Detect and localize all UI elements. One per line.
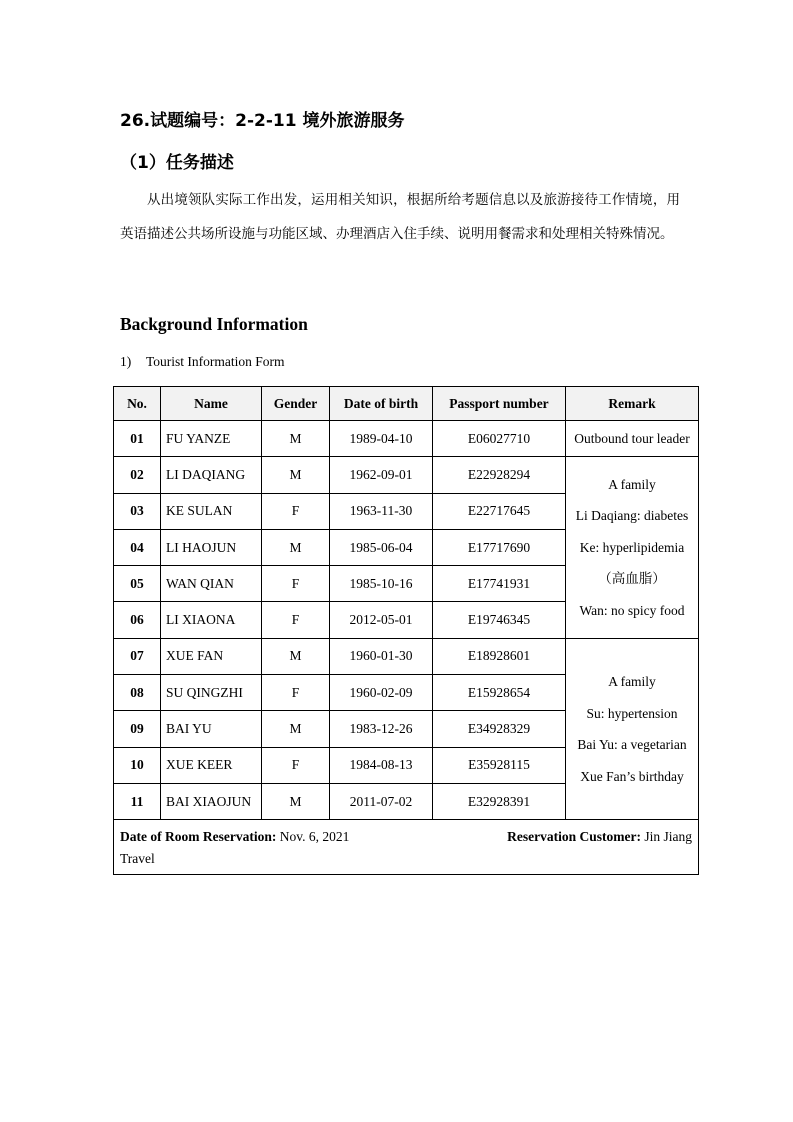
cell-name: BAI XIAOJUN [161, 783, 262, 819]
remark-family-1 [566, 457, 699, 638]
header-gender: Gender [262, 387, 330, 421]
background-heading: Background Information [120, 314, 308, 334]
table-header-row [114, 387, 699, 421]
question-heading: 26.试题编号：2-2-11 境外旅游服务 [120, 111, 405, 131]
cell-name: LI DAQIANG [161, 457, 262, 493]
header-no: No. [114, 387, 161, 421]
cell-passport: E22717645 [433, 493, 566, 529]
remark-family-2-line4: Xue Fan’s birthday [580, 768, 684, 784]
cell-passport: E35928115 [433, 747, 566, 783]
cell-passport: E15928654 [433, 675, 566, 711]
cell-gender: F [262, 747, 330, 783]
cell-no: 04 [114, 529, 161, 565]
cell-name: WAN QIAN [161, 566, 262, 602]
cell-gender: M [262, 457, 330, 493]
cell-passport: E17717690 [433, 529, 566, 565]
table-row [114, 457, 699, 493]
cell-dob: 1985-06-04 [330, 529, 433, 565]
cell-passport: E34928329 [433, 711, 566, 747]
cell-no: 11 [114, 783, 161, 819]
remark-family-2-line2: Su: hypertension [586, 705, 678, 721]
header-remark: Remark [566, 387, 699, 421]
reservation-date-value: Nov. 6, 2021 [279, 829, 350, 845]
form-label-text: Tourist Information Form [146, 354, 285, 369]
form-label-number: 1) [120, 354, 132, 369]
cell-gender: M [262, 529, 330, 565]
remark-family-1-line2: Li Daqiang: diabetes [575, 508, 689, 524]
cell-name: KE SULAN [161, 493, 262, 529]
cell-gender: F [262, 493, 330, 529]
reservation-customer-value: Jin Jiang [644, 829, 692, 845]
cell-passport: E22928294 [433, 457, 566, 493]
table-row [114, 638, 699, 674]
remark-family-1-line1: A family [608, 476, 656, 492]
table-footer-row [114, 820, 699, 875]
remark-family-2-line1: A family [608, 674, 656, 690]
reservation-date [120, 829, 349, 844]
cell-name: XUE KEER [161, 747, 262, 783]
cell-dob: 1985-10-16 [330, 566, 433, 602]
table-row [114, 421, 699, 457]
cell-name: SU QINGZHI [161, 675, 262, 711]
cell-gender: M [262, 638, 330, 674]
cell-no: 05 [114, 566, 161, 602]
cell-dob: 2011-07-02 [330, 783, 433, 819]
header-name: Name [161, 387, 262, 421]
remark-family-1-line3: Ke: hyperlipidemia（高血脂） [579, 539, 685, 587]
cell-dob: 2012-05-01 [330, 602, 433, 638]
header-passport-number: Passport number [433, 387, 566, 421]
tourist-information-table [113, 386, 699, 875]
reservation-date-label: Date of Room Reservation: [120, 829, 277, 845]
cell-gender: M [262, 421, 330, 457]
task-description: 从出境领队实际工作出发，运用相关知识，根据所给考题信息以及旅游接待工作情境，用英语描述公共场所设施与功能区域、办理酒店入住手续、说明用餐需求和处理相关特殊情况。 [120, 192, 680, 242]
cell-dob: 1960-01-30 [330, 638, 433, 674]
cell-name: BAI YU [161, 711, 262, 747]
reservation-customer-value-cont: Travel [120, 851, 155, 867]
cell-name: FU YANZE [161, 421, 262, 457]
cell-dob: 1960-02-09 [330, 675, 433, 711]
cell-gender: M [262, 711, 330, 747]
cell-gender: F [262, 675, 330, 711]
cell-gender: F [262, 602, 330, 638]
reservation-customer-label: Reservation Customer: [507, 829, 641, 845]
task-subheading: （1）任务描述 [120, 153, 234, 173]
cell-dob: 1963-11-30 [330, 493, 433, 529]
reservation-info [114, 820, 699, 875]
cell-name: XUE FAN [161, 638, 262, 674]
cell-gender: M [262, 783, 330, 819]
form-label [120, 354, 285, 370]
cell-no: 03 [114, 493, 161, 529]
cell-no: 01 [114, 421, 161, 457]
cell-passport: E19746345 [433, 602, 566, 638]
reservation-customer [507, 826, 692, 848]
cell-no: 10 [114, 747, 161, 783]
cell-no: 09 [114, 711, 161, 747]
cell-name: LI HAOJUN [161, 529, 262, 565]
cell-name: LI XIAONA [161, 602, 262, 638]
cell-no: 06 [114, 602, 161, 638]
cell-passport: E18928601 [433, 638, 566, 674]
cell-no: 02 [114, 457, 161, 493]
remark-family-1-line4: Wan: no spicy food [579, 602, 685, 618]
remark-family-2 [566, 638, 699, 819]
cell-passport: E32928391 [433, 783, 566, 819]
cell-gender: F [262, 566, 330, 602]
header-date-of-birth: Date of birth [330, 387, 433, 421]
cell-no: 07 [114, 638, 161, 674]
cell-dob: 1983-12-26 [330, 711, 433, 747]
cell-dob: 1984-08-13 [330, 747, 433, 783]
remark-family-2-line3: Bai Yu: a vegetarian [577, 737, 687, 753]
cell-remark: Outbound tour leader [566, 421, 699, 457]
cell-passport: E06027710 [433, 421, 566, 457]
cell-passport: E17741931 [433, 566, 566, 602]
cell-dob: 1989-04-10 [330, 421, 433, 457]
cell-no: 08 [114, 675, 161, 711]
cell-dob: 1962-09-01 [330, 457, 433, 493]
